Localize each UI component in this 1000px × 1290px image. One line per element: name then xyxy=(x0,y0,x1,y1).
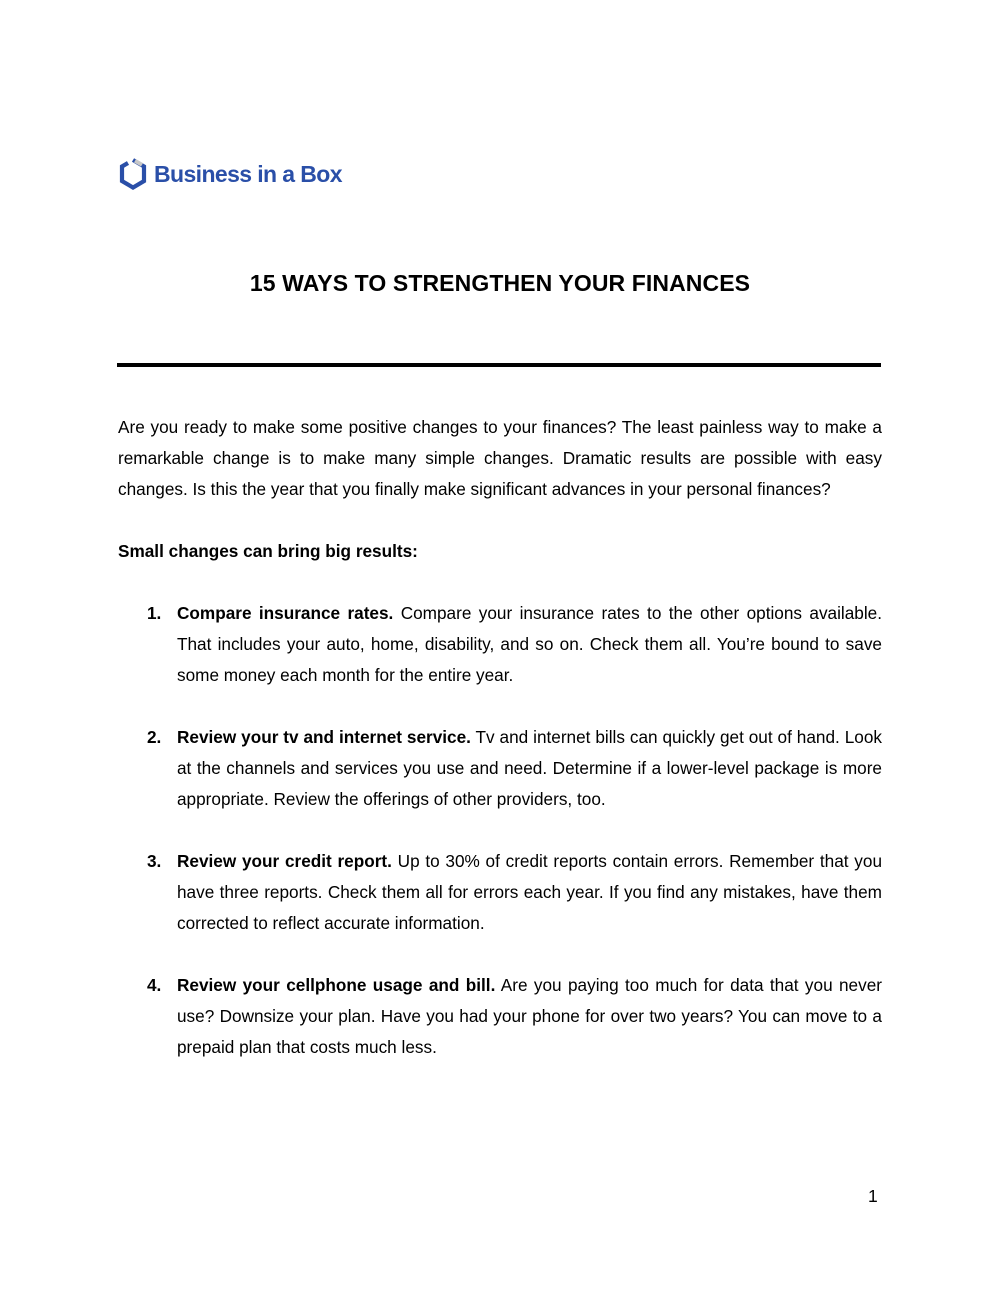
item-title: Review your tv and internet service. xyxy=(177,727,471,747)
list-item xyxy=(118,846,882,939)
item-number: 3. xyxy=(147,851,162,871)
item-title: Review your credit report. xyxy=(177,851,392,871)
item-body: Up to 30% of credit reports contain errors. Remember that you have three reports. Check them all for errors each year. If you find any mistakes, have them corrected to reflect accurate information. xyxy=(177,851,882,933)
title-divider xyxy=(117,363,881,367)
intro-paragraph: Are you ready to make some positive changes to your finances? The least painless way to make a remarkable change is to make many simple changes. Dramatic results are possible with easy changes. Is this the year that you finally make significant advances in your personal finances? xyxy=(118,417,882,499)
item-number: 1. xyxy=(147,603,162,623)
item-title: Review your cellphone usage and bill. xyxy=(177,975,496,995)
tips-list xyxy=(118,598,882,1063)
section-subheading: Small changes can bring big results: xyxy=(118,541,418,561)
document-body xyxy=(118,412,882,1094)
item-number: 4. xyxy=(147,975,162,995)
list-item xyxy=(118,722,882,815)
item-title: Compare insurance rates. xyxy=(177,603,394,623)
list-item xyxy=(118,970,882,1063)
item-body: Tv and internet bills can quickly get out of hand. Look at the channels and services you use and need. Determine if a lower-level package is more appropriate. Review the offerings of other providers, too. xyxy=(177,727,882,809)
document-title: 15 WAYS TO STRENGTHEN YOUR FINANCES xyxy=(249,270,751,296)
item-number: 2. xyxy=(147,727,162,747)
item-body: Compare your insurance rates to the other options available. That includes your auto, home, disability, and so on. Check them all. You’re bound to save some money each month for the entire year. xyxy=(177,603,882,685)
item-body: Are you paying too much for data that you never use? Downsize your plan. Have you had your phone for over two years? You can move to a prepaid plan that costs much less. xyxy=(177,975,882,1057)
page-number: 1 xyxy=(868,1186,878,1206)
hexagon-box-icon xyxy=(118,157,148,191)
brand-logo xyxy=(118,157,342,191)
brand-name: Business in a Box xyxy=(154,160,342,187)
list-item xyxy=(118,598,882,691)
